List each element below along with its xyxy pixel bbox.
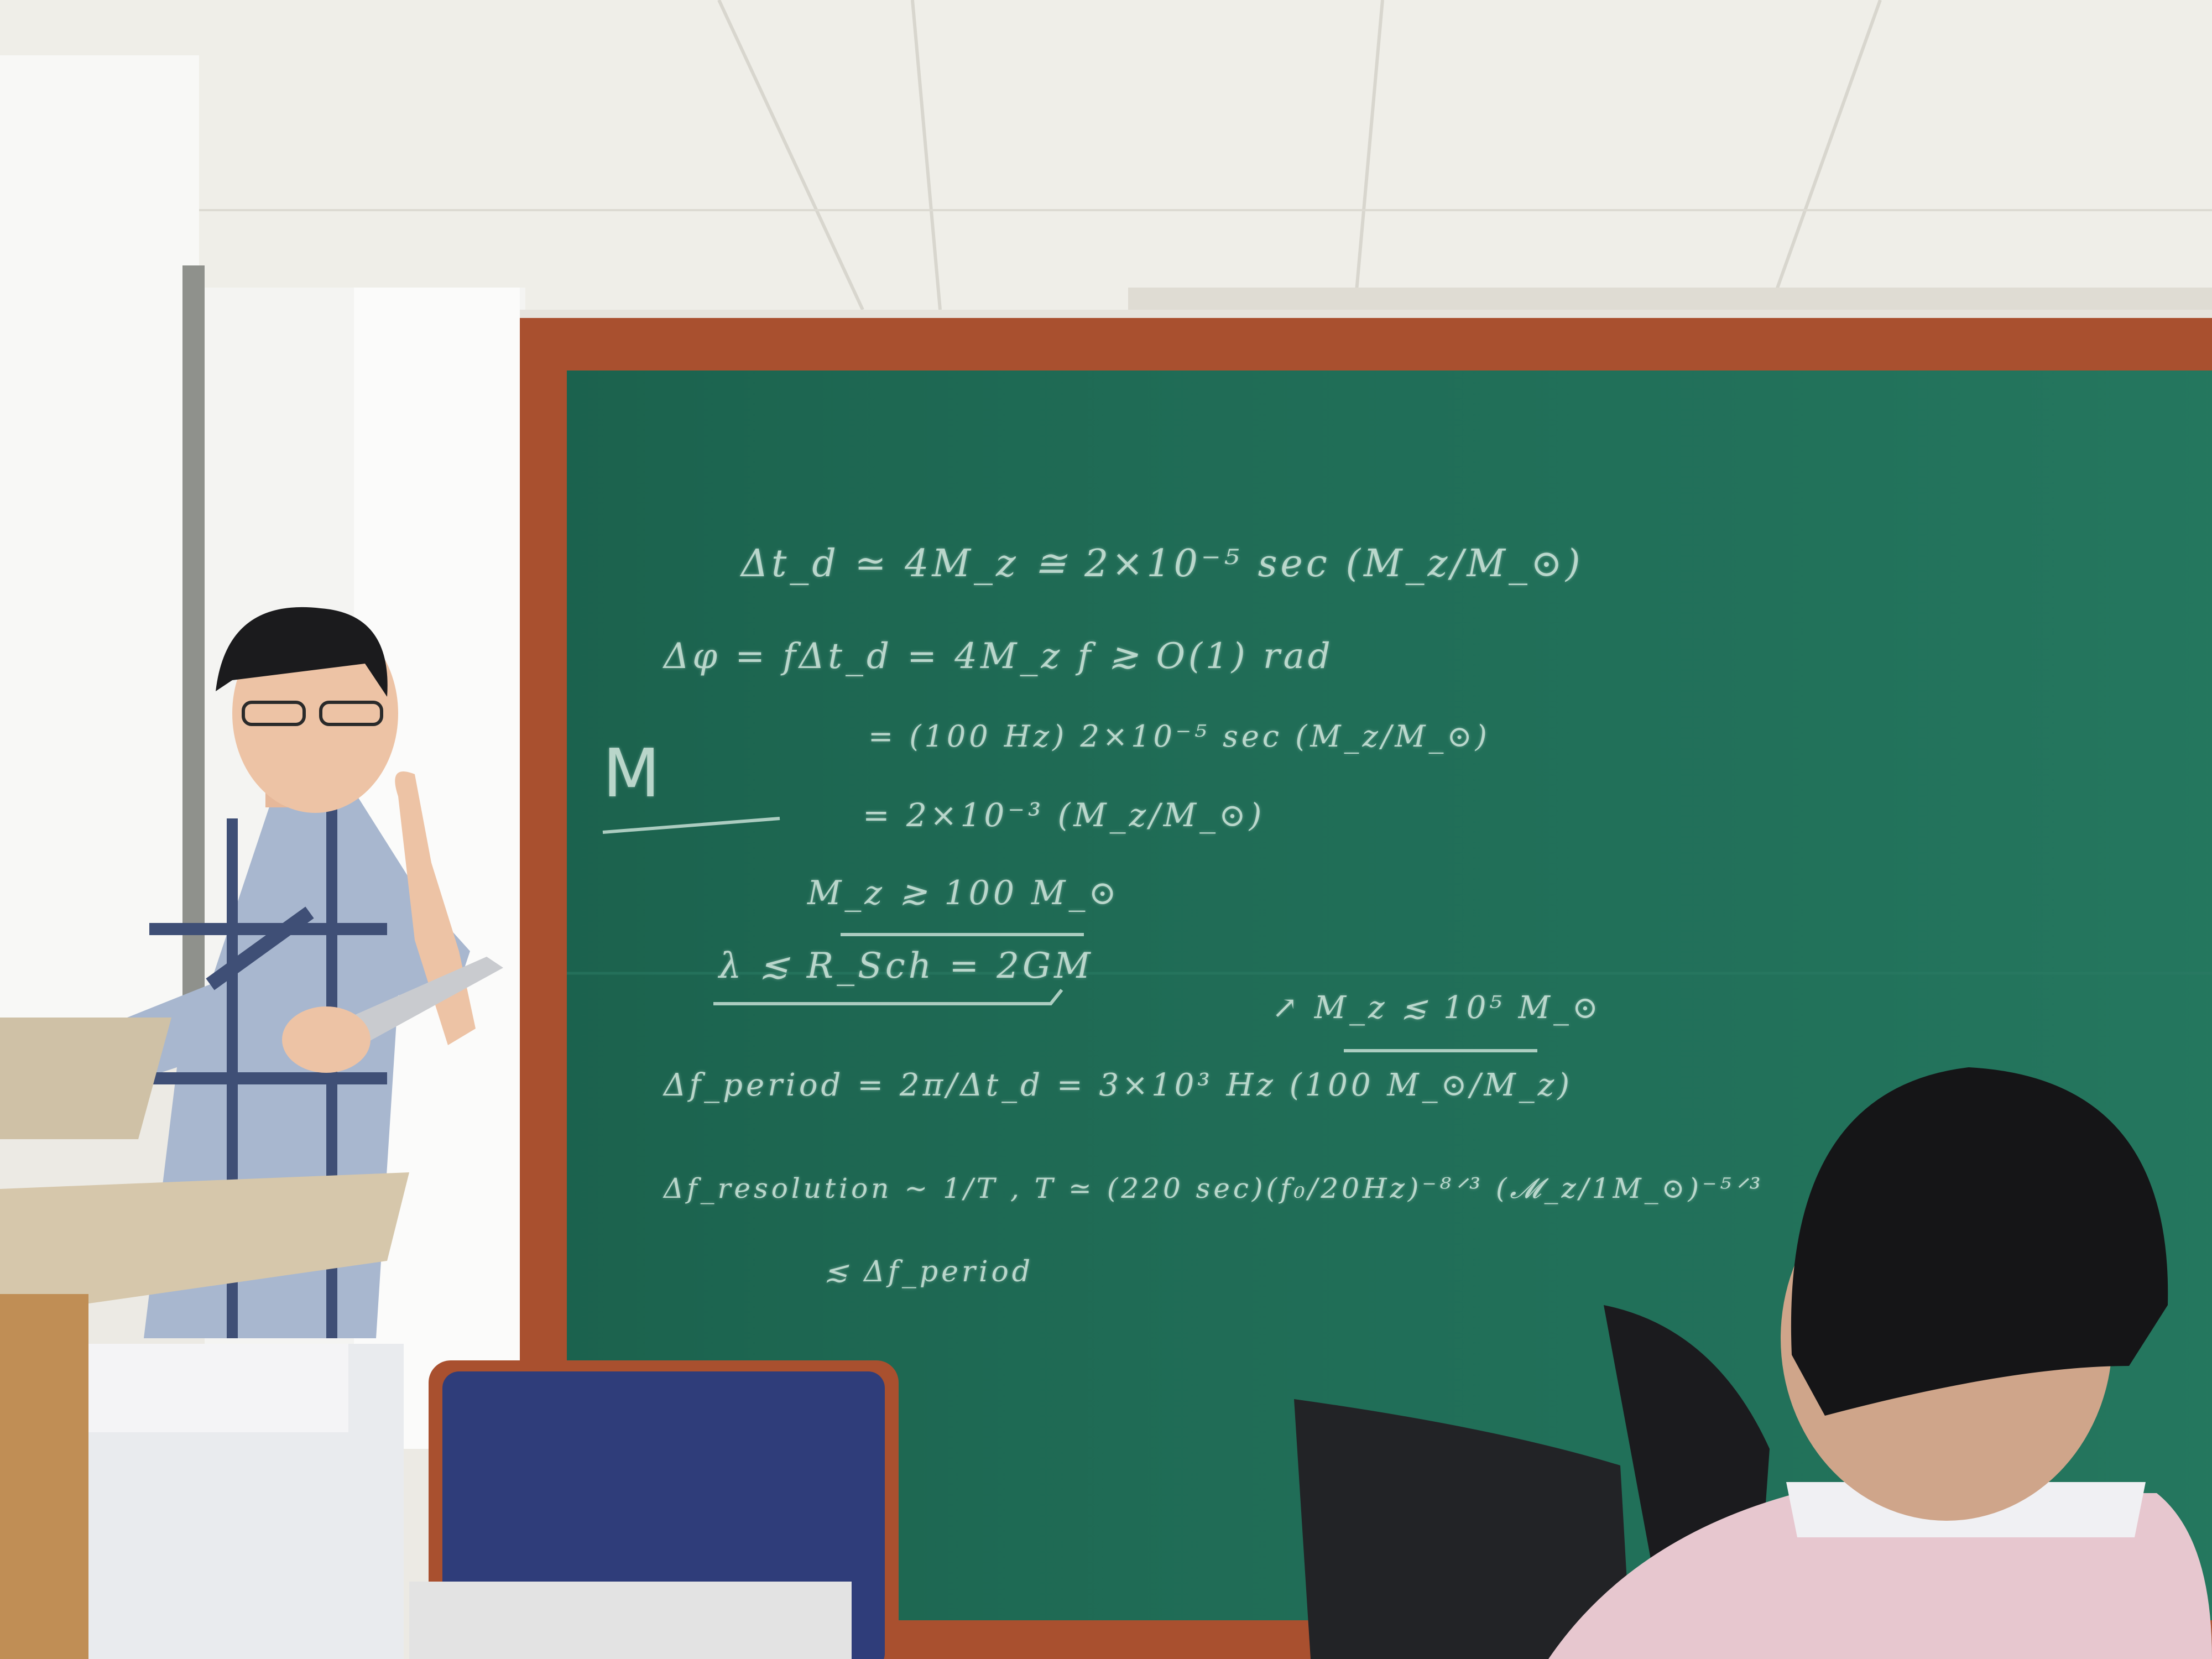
board-line-8: Δf_period = 2π/Δt_d = 3×10³ Hz (100 M_⊙/M_z)	[664, 1067, 1573, 1103]
board-line-7: ↗ M_z ≲ 10⁵ M_⊙	[1272, 990, 1601, 1026]
board-scribble: M	[603, 735, 664, 812]
board-line-5: M_z ≳ 100 M_⊙	[807, 874, 1120, 912]
board-line-9: Δf_resolution ~ 1/T , T ≃ (220 sec)(f₀/20Hz)⁻⁸ᐟ³ (𝓜_z/1M_⊙)⁻⁵ᐟ³	[664, 1172, 1764, 1204]
board-line-10: ≲ Δf_period	[824, 1255, 1034, 1288]
board-line-1: Δt_d ≃ 4M_z ≅ 2×10⁻⁵ sec (M_z/M_⊙)	[741, 542, 1584, 586]
cardboard-box	[0, 1018, 171, 1139]
ceiling-vent	[1128, 288, 2212, 310]
ceiling	[0, 0, 2212, 310]
board-line-4: = 2×10⁻³ (M_z/M_⊙)	[863, 796, 1265, 834]
board-line-2: Δφ = fΔt_d = 4M_z f ≳ O(1) rad	[664, 636, 1334, 677]
board-line-3: = (100 Hz) 2×10⁻⁵ sec (M_z/M_⊙)	[868, 719, 1490, 754]
board-line-6: λ ≲ R_Sch = 2GM	[719, 946, 1094, 987]
window	[0, 55, 199, 1051]
